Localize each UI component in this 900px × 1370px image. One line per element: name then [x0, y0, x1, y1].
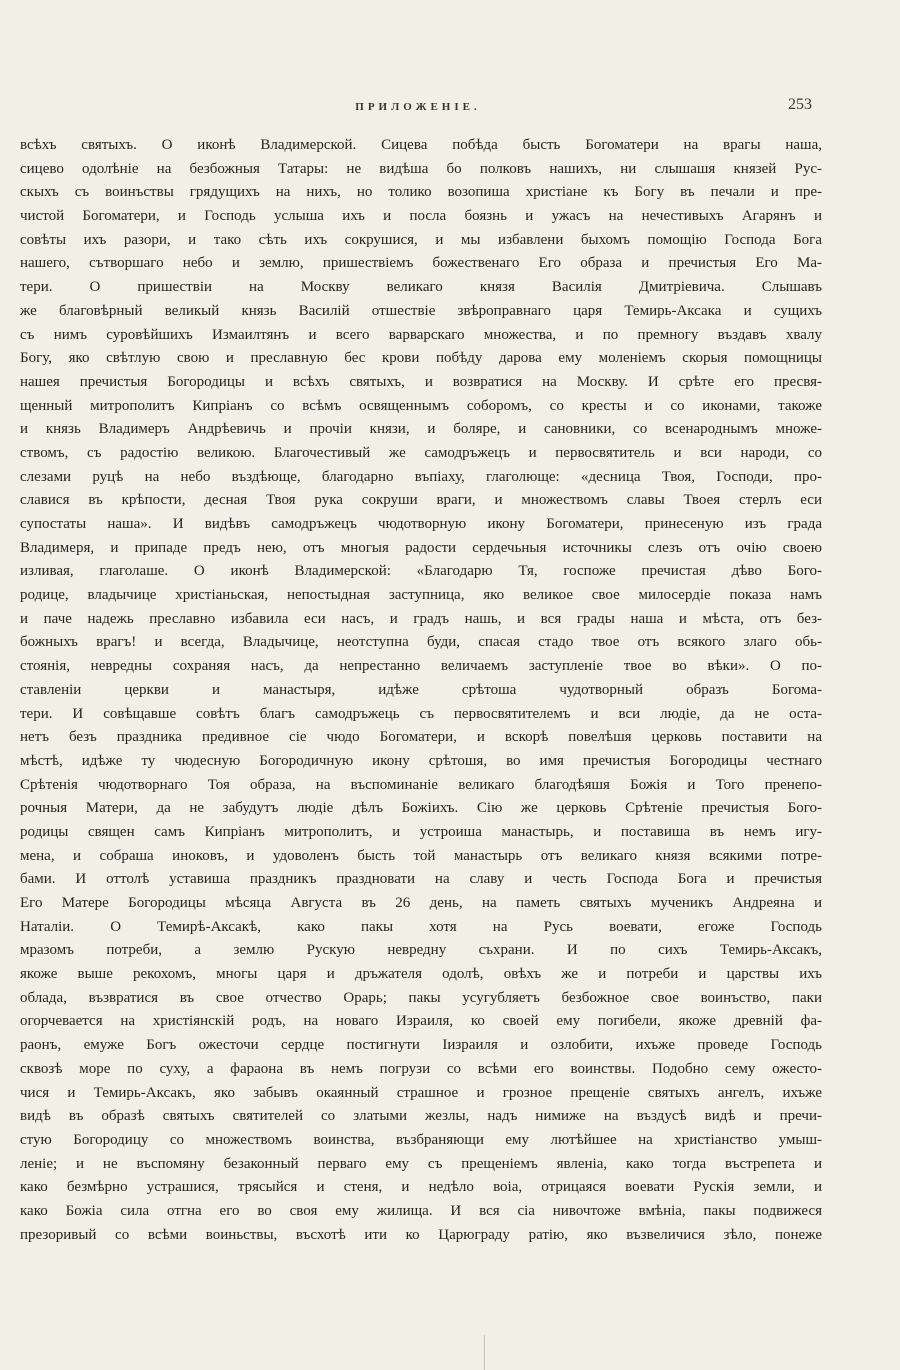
page-number: 253: [788, 96, 812, 113]
text-line: Срѣтенiя чюдотворнаго Тоя образа, на въспоминанiе великаго благодѣяшя Божiя и Того пренепо-: [20, 776, 822, 793]
text-line: сквозѣ море по суху, а фараона въ немъ погрузи со всѣми его воинствы. Подобно сему ожесто-: [20, 1060, 822, 1077]
text-line: нашего, сътворшаго небо и землю, пришествiемъ божественаго Его образа и пречистыя Его Ма-: [20, 255, 822, 272]
text-line: божныхъ врагъ! и всегда, Владычице, неотступна буди, спасая стадо твое отъ всякого злаго обь-: [20, 634, 822, 651]
text-line: родице, владычице христiаньская, непостыдная заступница, яко великое свое милосердiе показа намъ: [20, 587, 822, 604]
text-line: облада, възвратися въ свое отчество Орарь; пакы усугубляетъ безбожное свое воинъство, паки: [20, 989, 822, 1006]
text-line: якоже выше рекохомъ, многы царя и дръжателя одолѣ, овѣхъ же и потреби и царствы ихъ: [20, 966, 822, 983]
text-line: бами. И оттолѣ уставиша праздникъ праздновати на славу и честь Господа Бога и пречистыя: [20, 871, 822, 888]
header-title: ПРИЛОЖЕНІЕ.: [355, 101, 481, 113]
text-line: сицево одолѣніе на безбожныя Татары: не видѣша бо полковъ нашихъ, ни слышашя князей Рус-: [20, 160, 822, 177]
body-text: [20, 134, 822, 1247]
text-line: супостаты наша». И видѣвъ самодръжецъ чюдотворную икону Богоматери, принесеную изъ града: [20, 516, 822, 532]
text-line: съ нимъ суровѣйшихъ Измаилтянъ и всего варварскаго множества, и по премногу въздавъ хвалу: [20, 326, 822, 343]
text-line: рочныя Матери, да не забудутъ людiе дѣлъ Божiихъ. Сiю же церковь Срѣтенiе пречистыя Бого-: [20, 800, 822, 817]
text-line: раонъ, емуже Богъ ожесточи сердце постигнути Iизраиля и озлобити, ихъже проведе Господь: [20, 1037, 822, 1054]
text-line: совѣты ихъ разори, и тако сѣть ихъ сокрушися, и мы избавлени быхомъ помощiю Господа Бога: [20, 231, 822, 248]
text-line: всѣхъ святыхъ. О иконѣ Владимерской. Сицева побѣда бысть Богоматери на врагы наша,: [20, 137, 822, 153]
text-line: чистой Богоматери, и Господь услыша ихъ и посла боязнь и ужасъ на нечестивыхъ Агарянъ и: [20, 208, 822, 225]
text-line: огорчевается на христiянскiй родъ, на новаго Израиля, ко своей ему погибели, якоже древнiй фа-: [20, 1013, 822, 1030]
running-head: [0, 96, 900, 120]
text-line: ствомъ, съ радостiю великою. Благочестивый же самодръжецъ и первосвятитель и вси народи, со: [20, 444, 822, 461]
text-line: како Божiа сила отгна его во своя ему жилища. И вся сiа нивочтоже вмѣнiа, пакы подвижеся: [20, 1202, 822, 1219]
text-line: скыхъ съ воинъствы грядущихъ на нихъ, но толико возопиша христiане къ Богу въ печали и пре-: [20, 184, 822, 201]
text-line: славися въ крѣпости, десная Твоя рука сокруши враги, и множествомъ славы Твоея стерлъ еси: [20, 492, 822, 509]
text-line: како безмѣрно устрашися, трясыйся и стеня, и недѣло воiа, отрицаяся воевати Рускiя земли, и: [20, 1179, 822, 1196]
text-line: же благовѣрный великый князь Василiй отшествiе звѣроправнаго царя Темирь-Аксака и сущихъ: [20, 302, 822, 319]
text-line: мѣстѣ, идѣже ту чюдесную Богородичную икону срѣтошя, во имя пречистыя Богородицы честнаго: [20, 752, 822, 769]
text-line: и паче надежь преславно избавила еси насъ, и градъ нашь, и вся грады наша и мѣста, отъ без-: [20, 610, 822, 627]
text-line: нетъ безъ праздника предивное сiе чюдо Богоматери, и вскорѣ повелѣшя церковь поставити на: [20, 729, 822, 746]
text-line: стую Богородицу со множествомъ воинства, възбраняющи ему лютѣйшее на христiанство умыш-: [20, 1131, 822, 1148]
text-line: чися и Темирь-Аксакъ, яко забывъ окаянный страшное и грозное прещенiе святыхъ ангелъ, ихъже: [20, 1084, 822, 1101]
text-line: и князь Владимеръ Андрѣевичь и прочiи князи, и боляре, и сановники, со всенароднымъ множе-: [20, 421, 822, 438]
text-line: Наталiи. О Темирѣ-Аксакѣ, како пакы хотя на Русь воевати, егоже Господь: [20, 918, 822, 935]
text-line: Владимеря, и припаде предъ нею, отъ многыя радости сердечьныя источникы слезъ отъ очiю своею: [20, 539, 822, 556]
text-line: ставленіи церкви и манастыря, идѣже срѣтоша чудотворный образъ Богома-: [20, 681, 822, 698]
text-line: презоривый со всѣми воиньствы, въсхотѣ ити ко Царюграду ратiю, яко възвеличися зѣло, понеже: [20, 1226, 822, 1243]
text-line: тери. И совѣщавше совѣтъ благъ самодръжець съ первосвятителемъ и вси людiе, да не оста-: [20, 705, 822, 722]
page-fold-mark: [484, 1335, 485, 1370]
text-line: ленiе; и не въспомяну безаконный перваго ему съ прещенiемъ явленiа, како тогда въстрепета и: [20, 1155, 822, 1172]
text-line: тери. О пришествіи на Москву великаго князя Василія Дмитріевича. Слышавъ: [20, 279, 822, 296]
text-line: нашея пречистыя Богородицы и всѣхъ святыхъ, и возвратися на Москву. И срѣте его пресвя-: [20, 373, 822, 390]
text-line: мразомъ потреби, а землю Рускую невредну съхрани. И по сихъ Темирь-Аксакъ,: [20, 942, 822, 959]
text-line: Богу, яко свѣтлую свою и преславную бес крови побѣду дарова ему моленiемъ скорыя помощницы: [20, 350, 822, 367]
text-line: видѣ въ образѣ святыхъ святителей со златыми жезлы, надъ нимиже на въздусѣ видѣ и пречи-: [20, 1108, 822, 1125]
text-line: слезами руцѣ на небо въздѣюще, благодарно въпiаху, глаголюще: «десница Твоя, Господи, про-: [20, 468, 822, 485]
text-line: стоянiя, невредны сохраняя насъ, да непрестанно величаемъ заступленiе твое во вѣки». О по-: [20, 658, 822, 675]
text-line: щенный митрополитъ Кипрiанъ со всѣмъ освященнымъ соборомъ, со кресты и со иконами, такоже: [20, 397, 822, 414]
text-line: Его Матере Богородицы мѣсяца Августа въ 26 день, на паметь святыхъ мученикъ Андреяна и: [20, 895, 822, 911]
text-line: мена, и собраша иноковъ, и удоволенъ бысть той манастырь отъ великаго князя всякими потре-: [20, 847, 822, 864]
text-line: родицы священ самъ Кипрiанъ митрополитъ, и устроиша манастырь, и поставиша въ немъ игу-: [20, 823, 822, 840]
text-line: изливая, глаголаше. О иконѣ Владимерской: «Благодарю Тя, госпоже пречистая дѣво Бого-: [20, 563, 822, 580]
